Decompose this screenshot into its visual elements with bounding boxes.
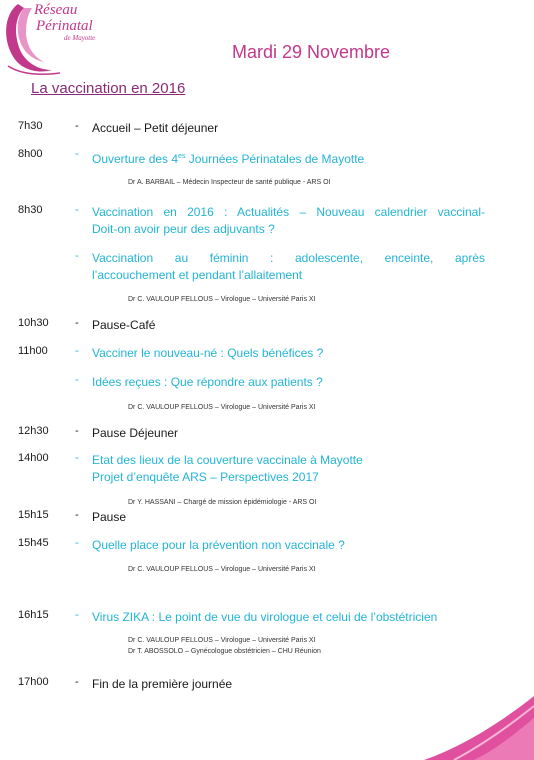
item-title: Pause [92, 510, 127, 524]
item-title [92, 204, 485, 238]
logo-line3: de Mayotte [64, 34, 96, 42]
logo [0, 0, 130, 80]
item-title-line1: Etat des lieux de la couverture vaccinale à Mayotte [92, 453, 363, 467]
item-time: 11h00 [18, 345, 48, 357]
item-time: 17h00 [18, 676, 49, 688]
section-title: La vaccination en 2016 [31, 80, 186, 97]
item-time: 16h15 [18, 609, 49, 621]
item-time: 8h30 [18, 204, 43, 216]
item-title: Pause-Café [92, 318, 156, 332]
item-title: Accueil – Petit déjeuner [92, 121, 219, 135]
item-time: 15h15 [18, 509, 49, 521]
date-title: Mardi 29 Novembre [232, 42, 391, 62]
speaker-2: Dr T. ABOSSOLO – Gynécologue obstétricien – CHU Réunion [128, 648, 321, 655]
item-title-before: Ouverture des 4 [92, 152, 179, 166]
item-dash: - [75, 204, 79, 216]
item-dash: - [75, 609, 79, 621]
logo-line1: Réseau [34, 2, 78, 18]
item-title: Quelle place pour la prévention non vaccinale ? [92, 538, 345, 552]
item-dash: - [75, 345, 79, 357]
logo-line2: Périnatal [36, 18, 93, 34]
item-time: 10h30 [18, 317, 49, 329]
item-title-after: Journées Périnatales de Mayotte [185, 152, 365, 166]
item-dash: - [75, 452, 79, 464]
item-title: Idées reçues : Que répondre aux patients ? [92, 375, 323, 389]
item-title [92, 452, 485, 486]
item-title-line1: Vaccination en 2016 : Actualités – Nouveau calendrier vaccinal- [92, 205, 485, 219]
item-title-line2: l’accouchement et pendant l’allaitement [92, 268, 303, 282]
item-title: Virus ZIKA : Le point de vue du virologue et celui de l’obstétricien [92, 610, 438, 624]
speaker: Dr C. VAULOUP FELLOUS – Virologue – Université Paris XI [128, 404, 316, 411]
item-dash: - [75, 374, 79, 386]
item-title [92, 250, 485, 284]
item-time: 15h45 [18, 537, 49, 549]
corner-swoosh-decoration [384, 660, 534, 760]
item-dash: - [75, 148, 79, 160]
item-dash: - [75, 120, 79, 132]
item-title-line2: Doit-on avoir peur des adjuvants ? [92, 222, 275, 236]
item-title [92, 148, 485, 168]
speaker: Dr C. VAULOUP FELLOUS – Virologue – Université Paris XI [128, 296, 316, 303]
item-dash: - [75, 537, 79, 549]
item-title: Vacciner le nouveau-né : Quels bénéfices ? [92, 346, 324, 360]
speaker: Dr C. VAULOUP FELLOUS – Virologue – Université Paris XI [128, 637, 316, 644]
item-title-line1: Vaccination au féminin : adolescente, enceinte, après [92, 251, 485, 265]
item-time: 7h30 [18, 120, 43, 132]
item-title: Pause Déjeuner [92, 426, 179, 440]
item-dash: - [75, 317, 79, 329]
item-time: 8h00 [18, 148, 43, 160]
item-dash: - [75, 250, 79, 262]
item-dash: - [75, 509, 79, 521]
item-time: 12h30 [18, 425, 49, 437]
speaker: Dr C. VAULOUP FELLOUS – Virologue – Université Paris XI [128, 566, 316, 573]
item-title: Fin de la première journée [92, 677, 233, 691]
speaker: Dr Y. HASSANI – Chargé de mission épidémiologie - ARS OI [128, 499, 317, 506]
item-title-sup: es [178, 153, 186, 160]
item-title-line2: Projet d’enquête ARS – Perspectives 2017 [92, 470, 319, 484]
logo-text [34, 2, 95, 43]
item-time: 14h00 [18, 452, 49, 464]
item-dash: - [75, 676, 79, 688]
speaker: Dr A. BARBAIL – Médecin Inspecteur de santé publique - ARS OI [128, 179, 331, 186]
item-dash: - [75, 425, 79, 437]
